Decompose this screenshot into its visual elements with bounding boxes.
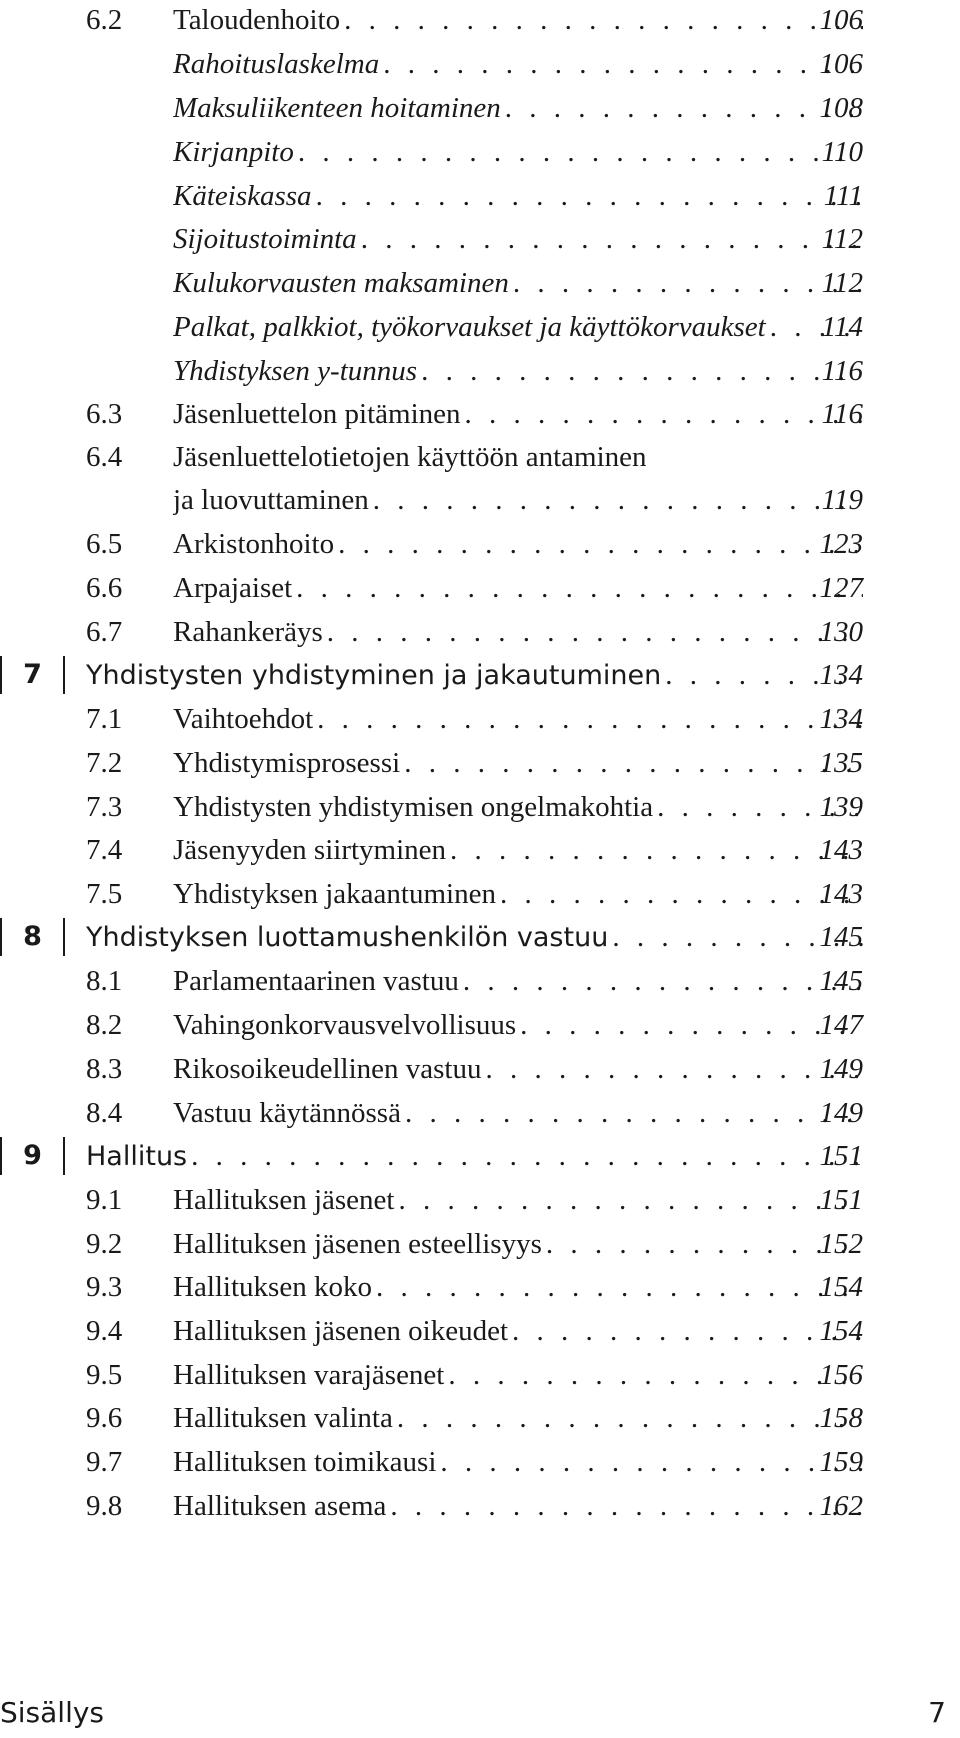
entry-page-number: 143 bbox=[819, 878, 863, 910]
entry-leader-line bbox=[173, 1049, 863, 1089]
toc-entry[interactable] bbox=[0, 88, 960, 128]
entry-page-number: 106 bbox=[819, 4, 863, 36]
toc-entry[interactable] bbox=[0, 1093, 960, 1133]
toc-entry[interactable] bbox=[0, 1005, 960, 1045]
section-number: 9.8 bbox=[86, 1490, 123, 1522]
entry-title: Käteiskassa bbox=[173, 180, 312, 212]
entry-title: Arkistonhoito bbox=[173, 528, 335, 560]
dot-leader bbox=[461, 394, 863, 434]
section-number: 9.4 bbox=[86, 1315, 123, 1347]
entry-title: Vaihtoehdot bbox=[173, 703, 314, 735]
entry-page-number: 134 bbox=[819, 703, 863, 735]
entry-page-number: 145 bbox=[819, 921, 863, 953]
entry-title: Vastuu käytännössä bbox=[173, 1097, 401, 1129]
entry-leader-line bbox=[173, 1180, 863, 1220]
dot-leader bbox=[542, 1224, 863, 1264]
entry-leader-line bbox=[173, 743, 863, 783]
entry-leader-line bbox=[173, 88, 863, 128]
entry-page-number: 139 bbox=[819, 791, 863, 823]
entry-page-number: 106 bbox=[819, 48, 863, 80]
entry-title: Sijoitustoiminta bbox=[173, 223, 357, 255]
toc-entry[interactable] bbox=[0, 787, 960, 827]
entry-page-number: 156 bbox=[819, 1359, 863, 1391]
entry-title: Kirjanpito bbox=[173, 136, 294, 168]
entry-page-number: 114 bbox=[821, 311, 863, 343]
entry-leader-line bbox=[173, 830, 863, 870]
entry-page-number: 143 bbox=[819, 834, 863, 866]
entry-page-number: 154 bbox=[819, 1315, 863, 1347]
entry-leader-line bbox=[173, 176, 863, 216]
section-number: 7.3 bbox=[86, 791, 123, 823]
entry-leader-line bbox=[173, 612, 863, 652]
entry-page-number: 134 bbox=[819, 659, 863, 691]
toc-entry[interactable] bbox=[0, 219, 960, 259]
dot-leader bbox=[323, 612, 863, 652]
entry-page-number: 112 bbox=[821, 223, 863, 255]
entry-title: Rahoituslaskelma bbox=[173, 48, 380, 80]
entry-title: Parlamentaarinen vastuu bbox=[173, 965, 459, 997]
toc-entry[interactable] bbox=[0, 437, 960, 477]
dot-leader bbox=[393, 1398, 863, 1438]
entry-title: Hallituksen koko bbox=[173, 1271, 372, 1303]
section-number: 9.7 bbox=[86, 1446, 123, 1478]
dot-leader bbox=[294, 132, 863, 172]
entry-title: Arpajaiset bbox=[173, 572, 293, 604]
dot-leader bbox=[516, 1005, 863, 1045]
section-number: 7.2 bbox=[86, 747, 123, 779]
section-number: 9.1 bbox=[86, 1184, 123, 1216]
entry-page-number: 123 bbox=[819, 528, 863, 560]
dot-leader bbox=[401, 1093, 863, 1133]
chapter-number: 7 bbox=[0, 656, 65, 694]
dot-leader bbox=[372, 1267, 863, 1307]
toc-entry[interactable] bbox=[0, 44, 960, 84]
entry-leader-line bbox=[173, 787, 863, 827]
section-number: 6.3 bbox=[86, 398, 123, 430]
dot-leader bbox=[446, 830, 863, 870]
entry-page-number: 130 bbox=[819, 616, 863, 648]
toc-entry[interactable] bbox=[0, 307, 960, 347]
entry-title: Yhdistymisprosessi bbox=[173, 747, 401, 779]
entry-title: Vahingonkorvausvelvollisuus bbox=[173, 1009, 517, 1041]
entry-page-number: 145 bbox=[819, 965, 863, 997]
entry-page-number: 151 bbox=[819, 1140, 863, 1172]
entry-page-number: 154 bbox=[819, 1271, 863, 1303]
toc-entry[interactable] bbox=[0, 524, 960, 564]
toc-chapter-entry[interactable] bbox=[0, 1136, 960, 1176]
entry-leader-line bbox=[173, 1486, 863, 1526]
section-number: 6.5 bbox=[86, 528, 123, 560]
entry-title: Jäsenluettelon pitäminen bbox=[173, 398, 461, 430]
entry-title: Yhdistyksen y-tunnus bbox=[173, 355, 418, 387]
section-number: 6.7 bbox=[86, 616, 123, 648]
entry-leader-line bbox=[86, 655, 863, 696]
toc-entry[interactable] bbox=[0, 1442, 960, 1482]
entry-title: Kulukorvausten maksaminen bbox=[173, 267, 509, 299]
dot-leader bbox=[187, 1136, 863, 1176]
entry-leader-line bbox=[173, 1005, 863, 1045]
dot-leader bbox=[386, 1486, 863, 1526]
entry-page-number: 162 bbox=[819, 1490, 863, 1522]
entry-title: Jäsenluettelotietojen käyttöön antaminen bbox=[173, 441, 647, 473]
entry-leader-line bbox=[173, 307, 863, 347]
chapter-number: 8 bbox=[0, 918, 65, 956]
dot-leader bbox=[509, 263, 863, 303]
dot-leader bbox=[501, 88, 863, 128]
entry-page-number: 149 bbox=[819, 1053, 863, 1085]
section-number: 8.4 bbox=[86, 1097, 123, 1129]
dot-leader bbox=[292, 568, 863, 608]
entry-leader-line bbox=[173, 1355, 863, 1395]
entry-title: Hallituksen valinta bbox=[173, 1402, 393, 1434]
dot-leader bbox=[379, 44, 863, 84]
entry-leader-line bbox=[173, 524, 863, 564]
entry-leader-line bbox=[173, 437, 863, 477]
toc-entry[interactable] bbox=[0, 351, 960, 391]
dot-leader bbox=[340, 0, 863, 40]
section-number: 7.5 bbox=[86, 878, 123, 910]
entry-leader-line bbox=[173, 961, 863, 1001]
dot-leader bbox=[312, 176, 863, 216]
toc-entry[interactable] bbox=[0, 132, 960, 172]
dot-leader bbox=[496, 874, 863, 914]
section-number: 6.4 bbox=[86, 441, 123, 473]
entry-title: Hallitus bbox=[86, 1141, 188, 1172]
entry-leader-line bbox=[173, 1267, 863, 1307]
toc-entry[interactable] bbox=[0, 1180, 960, 1220]
entry-page-number: 135 bbox=[819, 747, 863, 779]
entry-title: Rahankeräys bbox=[173, 616, 323, 648]
entry-page-number: 111 bbox=[823, 180, 863, 212]
entry-title: Jäsenyyden siirtyminen bbox=[173, 834, 447, 866]
entry-title: Taloudenhoito bbox=[173, 4, 341, 36]
toc-entry[interactable] bbox=[0, 1224, 960, 1264]
toc-entry[interactable] bbox=[0, 699, 960, 739]
toc-entry[interactable] bbox=[0, 1398, 960, 1438]
toc-chapter-entry[interactable] bbox=[0, 655, 960, 695]
entry-leader-line bbox=[173, 1442, 863, 1482]
entry-leader-line bbox=[173, 568, 863, 608]
entry-title: Hallituksen asema bbox=[173, 1490, 387, 1522]
entry-title: Yhdistyksen jakaantuminen bbox=[173, 878, 496, 910]
dot-leader bbox=[334, 524, 863, 564]
entry-title: Hallituksen jäsenen oikeudet bbox=[173, 1315, 509, 1347]
entry-title: Hallituksen varajäsenet bbox=[173, 1359, 445, 1391]
entry-leader-line bbox=[173, 699, 863, 739]
toc-entry[interactable] bbox=[0, 830, 960, 870]
entry-leader-line bbox=[86, 917, 863, 958]
entry-leader-line bbox=[173, 874, 863, 914]
entry-leader-line bbox=[173, 394, 863, 434]
section-number: 7.1 bbox=[86, 703, 123, 735]
toc-entry[interactable] bbox=[0, 1355, 960, 1395]
entry-title: Hallituksen toimikausi bbox=[173, 1446, 437, 1478]
toc-entry[interactable] bbox=[0, 1049, 960, 1089]
dot-leader bbox=[436, 1442, 863, 1482]
toc-entry[interactable] bbox=[0, 394, 960, 434]
dot-leader bbox=[444, 1355, 863, 1395]
entry-leader-line bbox=[86, 1136, 863, 1177]
dot-leader bbox=[482, 1049, 864, 1089]
dot-leader bbox=[459, 961, 863, 1001]
toc-entry[interactable] bbox=[0, 1267, 960, 1307]
toc-entry[interactable] bbox=[0, 0, 960, 40]
entry-page-number: 116 bbox=[821, 398, 863, 430]
toc-entry[interactable] bbox=[0, 176, 960, 216]
dot-leader bbox=[357, 219, 863, 259]
entry-title: Yhdistyksen luottamushenkilön vastuu bbox=[86, 922, 609, 953]
chapter-number: 9 bbox=[0, 1137, 65, 1175]
page-footer bbox=[0, 1691, 960, 1735]
section-number: 8.2 bbox=[86, 1009, 123, 1041]
entry-page-number: 127 bbox=[819, 572, 863, 604]
entry-leader-line bbox=[173, 480, 863, 520]
entry-leader-line bbox=[173, 0, 863, 40]
section-number: 9.3 bbox=[86, 1271, 123, 1303]
toc-entry[interactable] bbox=[0, 568, 960, 608]
entry-page-number: 116 bbox=[821, 355, 863, 387]
entry-page-number: 149 bbox=[819, 1097, 863, 1129]
footer-page-number: 7 bbox=[928, 1696, 946, 1729]
entry-page-number: 151 bbox=[819, 1184, 863, 1216]
entry-leader-line bbox=[173, 132, 863, 172]
entry-leader-line bbox=[173, 351, 863, 391]
entry-title: Yhdistysten yhdistyminen ja jakautuminen bbox=[86, 660, 662, 691]
toc-entry[interactable] bbox=[0, 1311, 960, 1351]
entry-page-number: 110 bbox=[821, 136, 863, 168]
entry-title: Yhdistysten yhdistymisen ongelmakohtia bbox=[173, 791, 654, 823]
entry-title: ja luovuttaminen bbox=[173, 484, 369, 516]
entry-leader-line bbox=[173, 1398, 863, 1438]
section-number: 6.6 bbox=[86, 572, 123, 604]
section-number: 9.6 bbox=[86, 1402, 123, 1434]
dot-leader bbox=[508, 1311, 863, 1351]
footer-section-title: Sisällys bbox=[0, 1696, 105, 1729]
toc-entry[interactable] bbox=[0, 961, 960, 1001]
section-number: 8.3 bbox=[86, 1053, 123, 1085]
toc-entry[interactable] bbox=[0, 612, 960, 652]
entry-page-number: 119 bbox=[821, 484, 863, 516]
entry-page-number: 158 bbox=[819, 1402, 863, 1434]
toc-entry[interactable] bbox=[0, 874, 960, 914]
entry-title: Hallituksen jäsenen esteellisyys bbox=[173, 1228, 542, 1260]
toc-entry[interactable] bbox=[0, 743, 960, 783]
section-number: 9.2 bbox=[86, 1228, 123, 1260]
dot-leader bbox=[369, 480, 863, 520]
section-number: 7.4 bbox=[86, 834, 123, 866]
entry-leader-line bbox=[173, 1311, 863, 1351]
section-number: 6.2 bbox=[86, 4, 123, 36]
entry-page-number: 108 bbox=[819, 92, 863, 124]
entry-page-number: 112 bbox=[821, 267, 863, 299]
entry-leader-line bbox=[173, 1224, 863, 1264]
entry-page-number: 159 bbox=[819, 1446, 863, 1478]
section-number: 8.1 bbox=[86, 965, 123, 997]
entry-leader-line bbox=[173, 44, 863, 84]
toc-entry[interactable] bbox=[0, 1486, 960, 1526]
dot-leader bbox=[313, 699, 863, 739]
toc-entry[interactable] bbox=[0, 480, 960, 520]
dot-leader bbox=[394, 1180, 863, 1220]
toc-entry[interactable] bbox=[0, 263, 960, 303]
dot-leader bbox=[400, 743, 863, 783]
toc-chapter-entry[interactable] bbox=[0, 917, 960, 957]
section-number: 9.5 bbox=[86, 1359, 123, 1391]
dot-leader bbox=[417, 351, 863, 391]
entry-leader-line bbox=[173, 1093, 863, 1133]
entry-page-number: 152 bbox=[819, 1228, 863, 1260]
entry-title: Hallituksen jäsenet bbox=[173, 1184, 395, 1216]
entry-title: Palkat, palkkiot, työkorvaukset ja käyttökorvaukset bbox=[173, 311, 766, 343]
entry-title: Rikosoikeudellinen vastuu bbox=[173, 1053, 482, 1085]
entry-leader-line bbox=[173, 263, 863, 303]
entry-title: Maksuliikenteen hoitaminen bbox=[173, 92, 501, 124]
entry-leader-line bbox=[173, 219, 863, 259]
entry-page-number: 147 bbox=[819, 1009, 863, 1041]
